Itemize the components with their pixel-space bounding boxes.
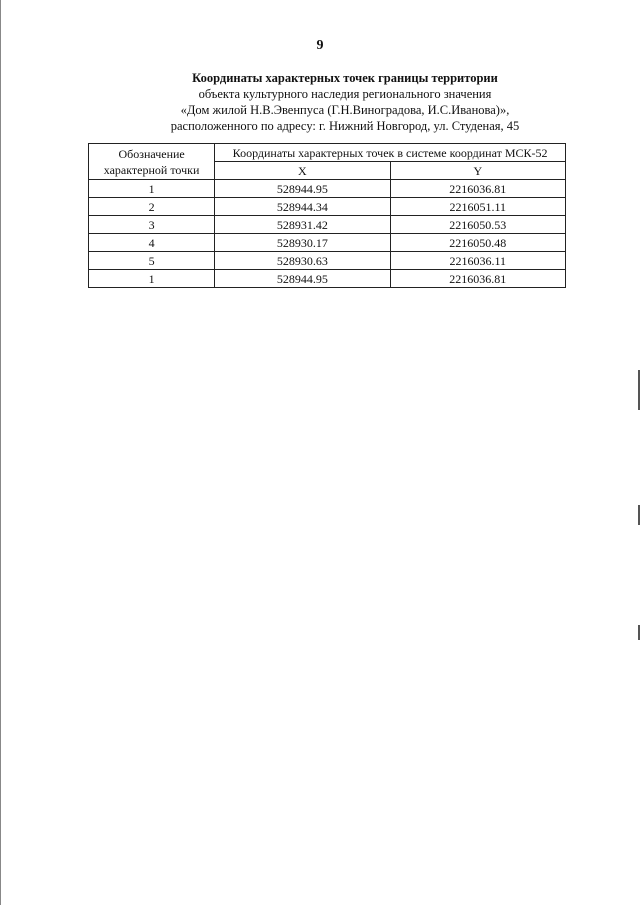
cell-y: 2216050.48 [390,234,565,252]
cell-x: 528930.17 [215,234,390,252]
table-row [89,216,566,234]
cell-x: 528944.34 [215,198,390,216]
heading-line: «Дом жилой Н.В.Эвенпуса (Г.Н.Виноградова, И.С.Иванова)», [180,103,510,117]
table-row [89,198,566,216]
cell-y: 2216036.81 [390,180,565,198]
cell-point: 5 [89,252,215,270]
heading-line: объекта культурного наследия регионального значения [198,87,492,101]
table-row [89,180,566,198]
scan-left-edge [0,0,1,905]
page-number: 9 [316,38,324,53]
cell-x: 528944.95 [215,270,390,288]
header-x: X [215,162,390,180]
table-row [89,234,566,252]
cell-point: 4 [89,234,215,252]
cell-x: 528931.42 [215,216,390,234]
cell-point: 1 [89,180,215,198]
heading-line: расположенного по адресу: г. Нижний Новгород, ул. Студеная, 45 [170,119,520,133]
cell-x: 528944.95 [215,180,390,198]
header-coordinate-system: Координаты характерных точек в системе координат МСК-52 [215,144,566,162]
cell-y: 2216050.53 [390,216,565,234]
cell-point: 2 [89,198,215,216]
cell-y: 2216051.11 [390,198,565,216]
cell-point: 1 [89,270,215,288]
cell-point: 3 [89,216,215,234]
document-heading [90,70,600,134]
heading-title: Координаты характерных точек границы территории [192,71,498,85]
cell-x: 528930.63 [215,252,390,270]
table-row [89,270,566,288]
coordinates-table [88,143,566,288]
cell-y: 2216036.81 [390,270,565,288]
header-y: Y [390,162,565,180]
table-row [89,252,566,270]
cell-y: 2216036.11 [390,252,565,270]
header-point-designation: Обозначение характерной точки [89,144,215,180]
